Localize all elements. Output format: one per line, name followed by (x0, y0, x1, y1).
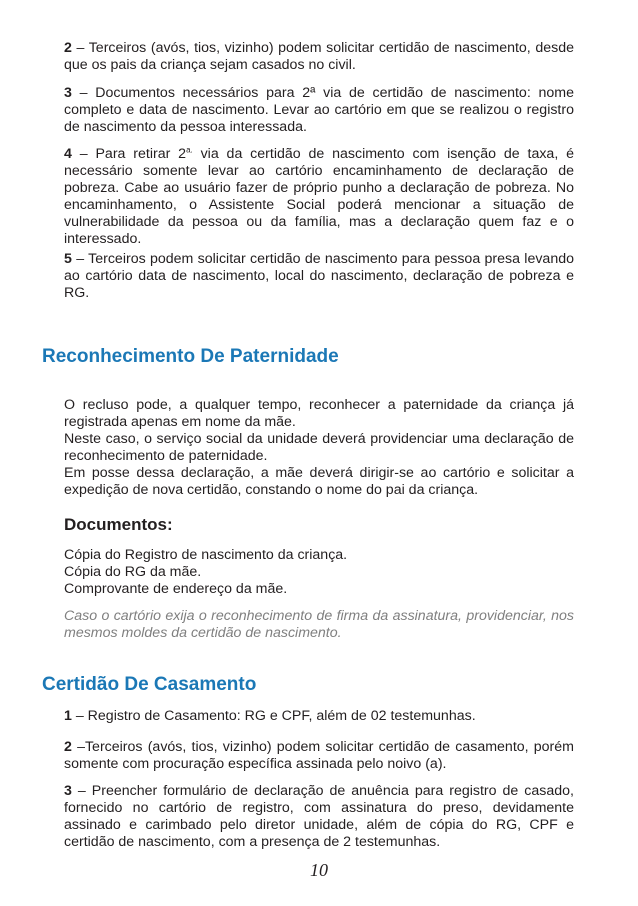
section-heading-paternidade: Reconhecimento De Paternidade (42, 346, 339, 367)
birth-certificate-item-2 (64, 40, 574, 74)
marriage-certificate-item-3 (64, 783, 574, 851)
item-text: via da certidão de nascimento com isenção de taxa, é necessário somente levar ao cartório encaminhamento de declaração de pobreza. Cabe ao usuário fazer de próprio punho a declaração de pobreza. No encaminhamento, o Assistente Social poderá mencionar a situação de vulnerabilidade da pessoa ou da família, mas a declaração quem faz e o interessado. (64, 146, 574, 247)
item-text: – Documentos necessários para 2ª via de certidão de nascimento: nome completo e data de nascimento. Levar ao cartório em que se realizou o registro de nascimento da pessoa interessada. (64, 85, 574, 135)
paternidade-body (64, 397, 574, 499)
item-text: – Para retirar 2 (71, 146, 187, 162)
documentos-heading: Documentos: (64, 515, 173, 534)
item-number: 1 (64, 708, 72, 724)
documentos-list (64, 547, 574, 598)
birth-certificate-item-4 (64, 146, 574, 248)
birth-certificate-item-3 (64, 85, 574, 136)
item-number: 3 (64, 783, 72, 799)
item-number: 3 (64, 85, 72, 101)
item-number: 2 (64, 739, 72, 755)
item-number: 2 (64, 40, 72, 56)
paternidade-line: O recluso pode, a qualquer tempo, reconhecer a paternidade da criança já registrada apenas em nome da mãe. (64, 397, 574, 430)
paternidade-note: Caso o cartório exija o reconhecimento de firma da assinatura, providenciar, nos mesmos moldes da certidão de nascimento. (64, 608, 574, 641)
documentos-item: Cópia do Registro de nascimento da criança. (64, 547, 348, 563)
page-number: 10 (310, 860, 328, 880)
section-heading-casamento: Certidão De Casamento (42, 674, 257, 695)
item-number: 5 (64, 251, 72, 267)
item-number: 4 (64, 146, 72, 162)
marriage-certificate-item-2 (64, 739, 574, 773)
birth-certificate-item-5 (64, 251, 574, 302)
item-text: – Terceiros (avós, tios, vizinho) podem solicitar certidão de nascimento, desde que os pais da criança sejam casados no civil. (64, 40, 574, 73)
documentos-item: Cópia do RG da mãe. (64, 564, 202, 580)
paternidade-line: Em posse dessa declaração, a mãe deverá dirigir-se ao cartório e solicitar a expedição de nova certidão, constando o nome do pai da criança. (64, 465, 574, 498)
item-text: –Terceiros (avós, tios, vizinho) podem solicitar certidão de casamento, porém somente com procuração específica assinada pelo noivo (a). (64, 739, 574, 772)
item-text: – Preencher formulário de declaração de anuência para registro de casado, fornecido no cartório de registro, com assinatura do preso, devidamente assinado e carimbado pelo diretor unidade, além de cópia do RG, CPF e certidão de nascimento, com a presença de 2 testemunhas. (64, 783, 574, 850)
marriage-certificate-item-1 (64, 708, 574, 725)
item-text: – Terceiros podem solicitar certidão de nascimento para pessoa presa levando ao cartório data de nascimento, local do nascimento, declaração de pobreza e RG. (64, 251, 574, 301)
superscript: a. (186, 145, 193, 155)
item-text: – Registro de Casamento: RG e CPF, além de 02 testemunhas. (71, 708, 476, 724)
documentos-item: Comprovante de endereço da mãe. (64, 581, 288, 597)
paternidade-line: Neste caso, o serviço social da unidade deverá providenciar uma declaração de reconhecimento de paternidade. (64, 431, 574, 464)
